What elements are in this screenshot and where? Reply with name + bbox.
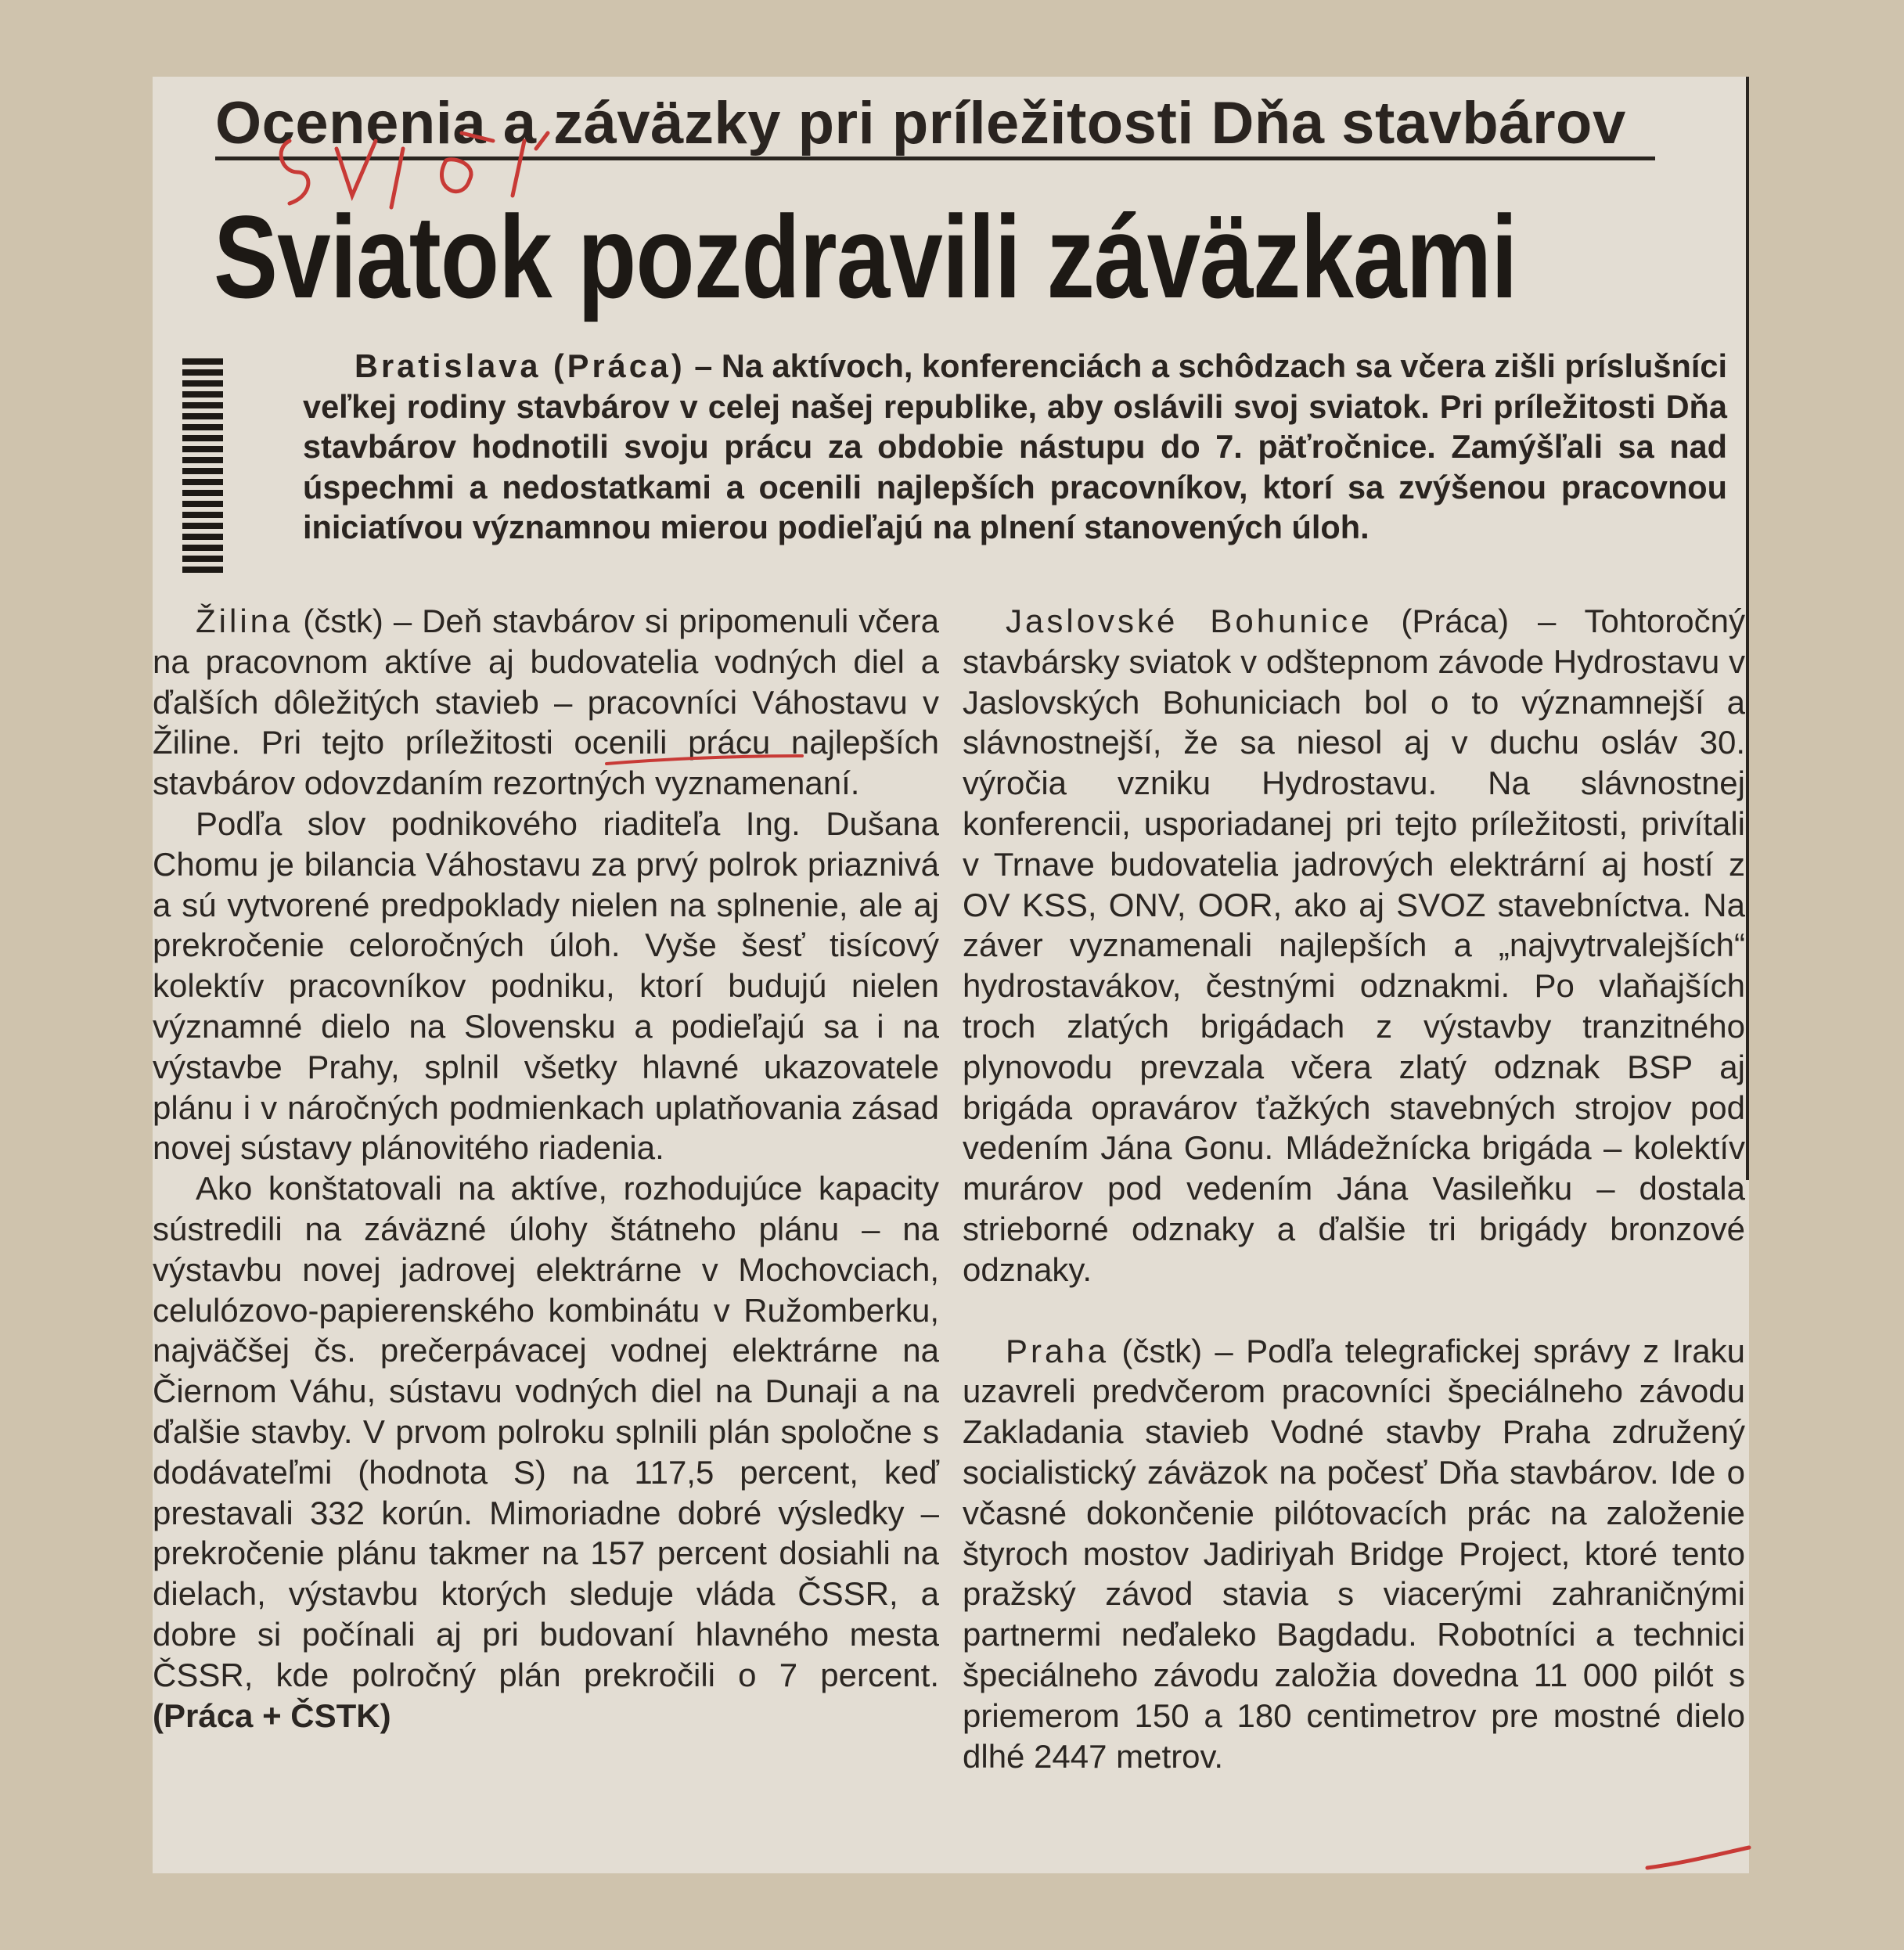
- praha-text: (čstk) – Podľa telegrafickej správy z Iraku uzavreli predvčerom pracovníci špeciálneho závodu Zakladania stavieb Vodné stavby Praha združený socialistický záväzok na počesť Dňa stavbárov. Ide o včasné dokončenie pilótovacích prác na založenie štyroch mostov Jadiriyah Bridge Project, ktoré tento pražský závod stavia s viacerými zahraničnými partnermi neďaleko Bagdadu. Robotníci a technici špeciálneho závodu založia dovedna 11 000 pilót s priemerom 150 a 180 centimetrov pre mostné dielo dlhé 2447 metrov.: [963, 1332, 1745, 1775]
- zilina-paragraph-2: Podľa slov podnikového riaditeľa Ing. Dušana Chomu je bilancia Váhostavu za prvý polrok priaznivá a sú vytvorené predpoklady nielen na splnenie, ale aj prekročenie celoročných úloh. Vyše šesť tisícový kolektív pracovníkov podniku, ktorí budujú nielen významné dielo na Slovensku a podieľajú sa i na výstavbe Prahy, splnil všetky hlavné ukazovatele plánu i v náročných podmienkach uplatňovania zásad novej sústavy plánovitého riadenia.: [153, 804, 939, 1167]
- jaslovske-text: (Práca) – Tohtoročný stavbársky sviatok v odštepnom závode Hydrostavu v Jaslovských Bohuniciach bol o to významnejší a slávnostnejší, že sa niesol aj v duchu osláv 30. výročia vzniku Hydrostavu. Na slávnostnej konferencii, usporiadanej pri tejto príležitosti, privítali v Trnave budovatelia jadrových elektrární aj hostí z OV KSS, ONV, OOR, ako aj SVOZ stavebníctva. Na záver vyznamenali najlepších a „najvytrvalejších“ hydrostavákov, čestnými odznakmi. Po vlaňajších troch zlatých brigádach z výstavby tranzitného plynovodu prevzala včera zlatý odznak BSP aj brigáda opravárov ťažkých stavebných strojov pod vedením Jána Gonu. Mládežnícka brigáda – kolektív murárov pod vedením Jána Vasileňku – dostala strieborné odznaky a ďalšie tri brigády bronzové odznaky.: [963, 603, 1746, 1288]
- zilina-paragraph-1: [153, 601, 939, 804]
- zilina-credit: (Práca + ČSTK): [153, 1696, 391, 1734]
- newspaper-clipping: [153, 77, 1749, 1873]
- left-column: [153, 601, 939, 1736]
- jaslovske-dateline: Jaslovské Bohunice: [1006, 603, 1373, 639]
- lead-marker-bars: [182, 358, 223, 577]
- right-column: [963, 601, 1745, 1776]
- lead-dateline: Bratislava (Práca): [355, 347, 686, 384]
- column-rule: [1746, 77, 1749, 1180]
- main-headline: Sviatok pozdravili záväzkami: [214, 191, 1517, 322]
- lead-text: – Na aktívoch, konferenciách a schôdzach sa včera zišli príslušníci veľkej rodiny stavbárov v celej našej republike, aby oslávili svoj sviatok. Pri príležitosti Dňa stavbárov hodnotili svoju prácu za obdobie nástupu do 7. päťročnice. Zamýšľali sa nad úspechmi a nedostatkami a ocenili najlepších pracovníkov, ktorí sa zvýšenou pracovnou iniciatívou významnou mierou podieľajú na plnení stanovených úloh.: [303, 347, 1727, 545]
- kicker-headline: Ocenenia a záväzky pri príležitosti Dňa stavbárov: [215, 90, 1626, 157]
- column-gap: [963, 1290, 1745, 1331]
- zilina-paragraph-3: [153, 1168, 939, 1736]
- zilina-text-3: Ako konštatovali na aktíve, rozhodujúce kapacity sústredili na záväzné úlohy štátneho plánu – na výstavbu novej jadrovej elektrárne v Mochovciach, celulózovo-papierenského kombinátu v Ružomberku, najväčšej čs. prečerpávacej vodnej elektrárne na Čiernom Váhu, sústavu vodných diel na Dunaji a na ďalšie stavby. V prvom polroku splnili plán spoločne s dodávateľmi (hodnota S) na 117,5 percent, keď prestavali 332 korún. Mimoriadne dobré výsledky – prekročenie plánu takmer na 157 percent dosiahli na dielach, výstavbu ktorých sleduje vláda ČSSR, a dobre si počínali aj pri budovaní hlavného mesta ČSSR, kde polročný plán prekročili o 7 percent.: [153, 1170, 939, 1693]
- zilina-dateline: Žilina: [196, 603, 293, 639]
- kicker-underline: [215, 157, 1655, 160]
- praha-dateline: Praha: [1006, 1332, 1110, 1369]
- jaslovske-paragraph: [963, 601, 1745, 1290]
- lead-paragraph: [303, 346, 1727, 548]
- praha-paragraph: [963, 1331, 1745, 1777]
- zilina-text-1: (čstk) – Deň stavbárov si pripomenuli včera na pracovnom aktíve aj budovatelia vodných diel a ďalších dôležitých stavieb – pracovníci Váhostavu v Žiline. Pri tejto príležitosti ocenili prácu najlepších stavbárov odovzdaním rezortných vyznamenaní.: [153, 603, 939, 802]
